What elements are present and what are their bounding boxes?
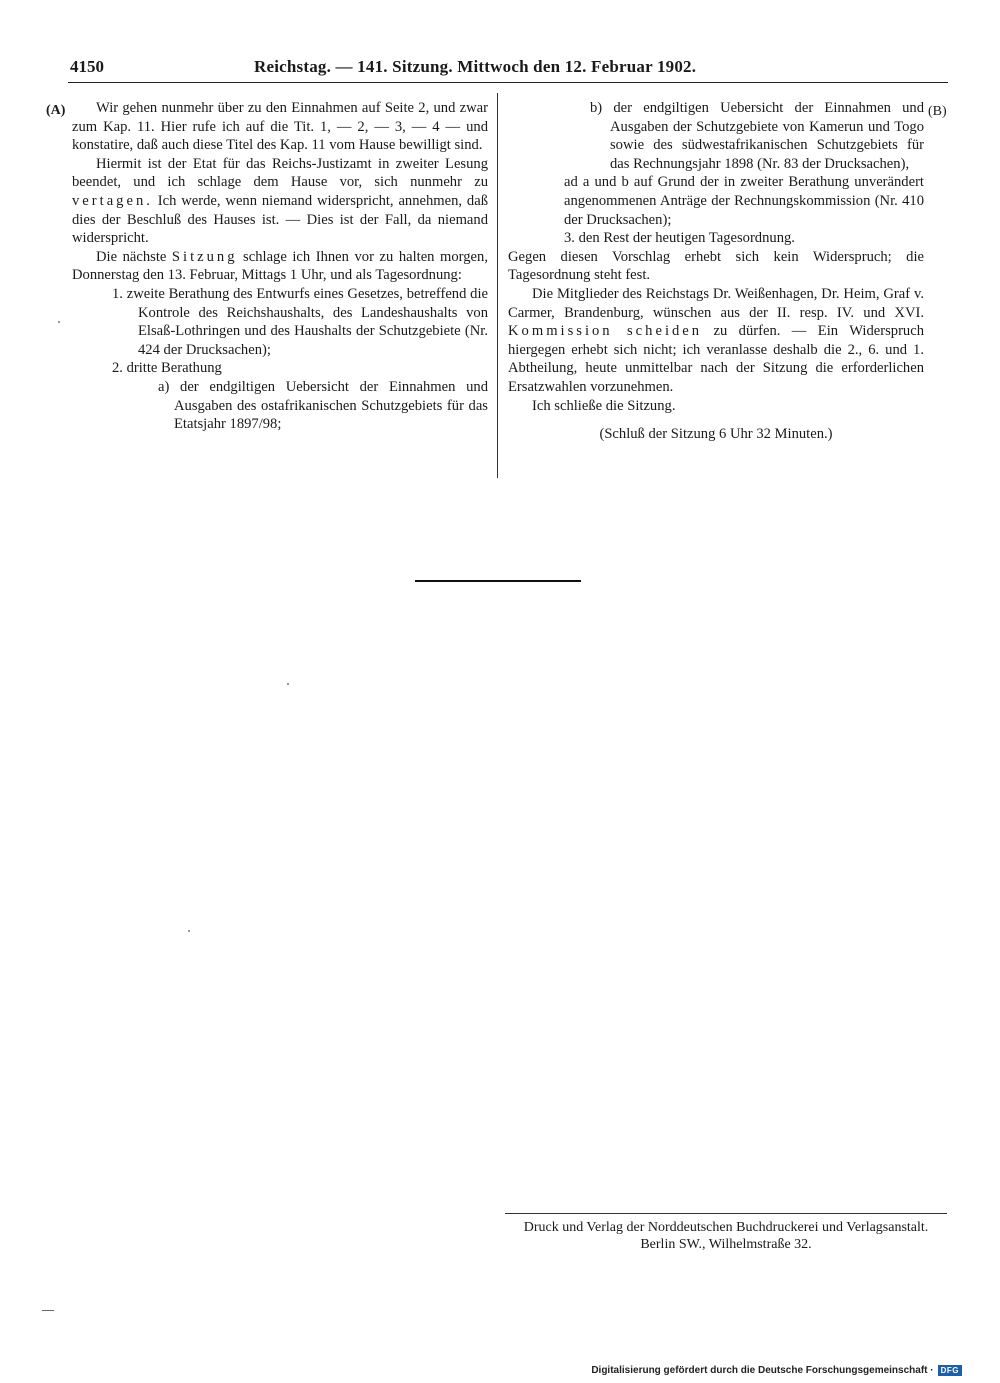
speck — [287, 683, 289, 685]
paragraph — [72, 155, 488, 248]
speck — [58, 321, 60, 323]
left-column — [72, 99, 488, 434]
agenda-subitem: b) der endgiltigen Uebersicht der Einnahmen und Ausgaben der Schutzgebiete von Kamerun und Togo sowie des südwestafrikanischen Schutzgebiets für das Rechnungsjahr 1898 (Nr. 83 der Drucksachen), — [590, 100, 924, 172]
agenda-item: 1. zweite Berathung des Entwurfs eines Gesetzes, betreffend die Kontrole des Reichshaushalts, des Landeshaushalts von Elsaß-Lothringen und des Haushalts der Schutzgebiete (Nr. 424 der Drucksachen); — [112, 285, 488, 358]
paragraph — [508, 285, 924, 397]
closing-note: (Schluß der Sitzung 6 Uhr 32 Minuten.) — [599, 426, 833, 443]
text-run: zu dürfen. — Ein Widerspruch hiergegen erhebt sich nicht; ich veranlasse deshalb die 2., 6. und 1. Abtheilung, heute unmittelbar nach der Sitzung die erforderlichen Ersatzwahlen vorzunehmen. — [508, 323, 925, 395]
imprint-line: Druck und Verlag der Norddeutschen Buchdruckerei und Verlagsanstalt. — [523, 1220, 929, 1235]
speck — [188, 930, 190, 932]
paragraph — [72, 248, 488, 285]
agenda-item: 2. dritte Berathung — [112, 360, 222, 377]
text-run: Die nächste — [96, 248, 172, 265]
agenda-subitem: a) der endgiltigen Uebersicht der Einnahmen und Ausgaben des ostafrikanischen Schutzgebiets für das Etatsjahr 1897/98; — [158, 378, 488, 433]
column-divider — [497, 93, 498, 478]
section-rule — [415, 580, 581, 582]
text-run: Ich werde, wenn niemand widerspricht, annehmen, daß dies der Beschluß des Hauses ist. — Dies ist der Fall, da niemand widerspricht. — [72, 192, 488, 247]
margin-marker-b: (B) — [928, 104, 947, 119]
margin-dash — [42, 1310, 54, 1311]
paragraph: Gegen diesen Vorschlag erhebt sich kein Widerspruch; die Tagesordnung steht fest. — [508, 248, 924, 284]
spaced-text: vertagen. — [72, 192, 153, 209]
header-rule — [68, 82, 948, 83]
page-number: 4150 — [70, 57, 104, 76]
imprint-line: Berlin SW., Wilhelmstraße 32. — [640, 1237, 812, 1252]
margin-marker-a: (A) — [46, 103, 66, 118]
agenda-item: 3. den Rest der heutigen Tagesordnung. — [564, 230, 795, 247]
text-run: Hiermit ist der Etat für das Reichs-Justizamt in zweiter Lesung beendet, und ich schlage dem Hause vor, sich nunmehr zu — [72, 155, 488, 191]
paragraph: Ich schließe die Sitzung. — [532, 397, 676, 414]
spaced-text: Sitzung — [171, 248, 238, 265]
right-column — [508, 99, 924, 444]
text-run: schlage ich Ihnen vor zu halten morgen, Donnerstag den 13. Februar, Mittags 1 Uhr, und als Tagesordnung: — [72, 248, 488, 284]
page-header-title: Reichstag. — 141. Sitzung. Mittwoch den 12. Februar 1902. — [254, 57, 697, 76]
text-run: Die Mitglieder des Reichstags Dr. Weißenhagen, Dr. Heim, Graf v. Carmer, Brandenburg, wünschen aus der II. resp. IV. und XVI. — [508, 285, 924, 321]
spaced-text: Kommission scheiden — [508, 323, 703, 340]
footer-rule — [505, 1213, 947, 1214]
paragraph: Wir gehen nunmehr über zu den Einnahmen auf Seite 2, und zwar zum Kap. 11. Hier rufe ich auf die Tit. 1, — 2, — 3, — 4 — und konstatire, daß auch diese Titel des Kap. 11 vom Hause bewilligt sind. — [72, 100, 488, 154]
digitization-credit — [591, 1365, 962, 1376]
imprint — [505, 1219, 947, 1253]
dfg-logo: DFG — [938, 1365, 962, 1376]
agenda-note: ad a und b auf Grund der in zweiter Berathung unverändert angenommenen Anträge der Rechnungskommission (Nr. 410 der Drucksachen); — [564, 174, 924, 228]
digitization-text: Digitalisierung gefördert durch die Deutsche Forschungsgemeinschaft · — [591, 1365, 934, 1376]
